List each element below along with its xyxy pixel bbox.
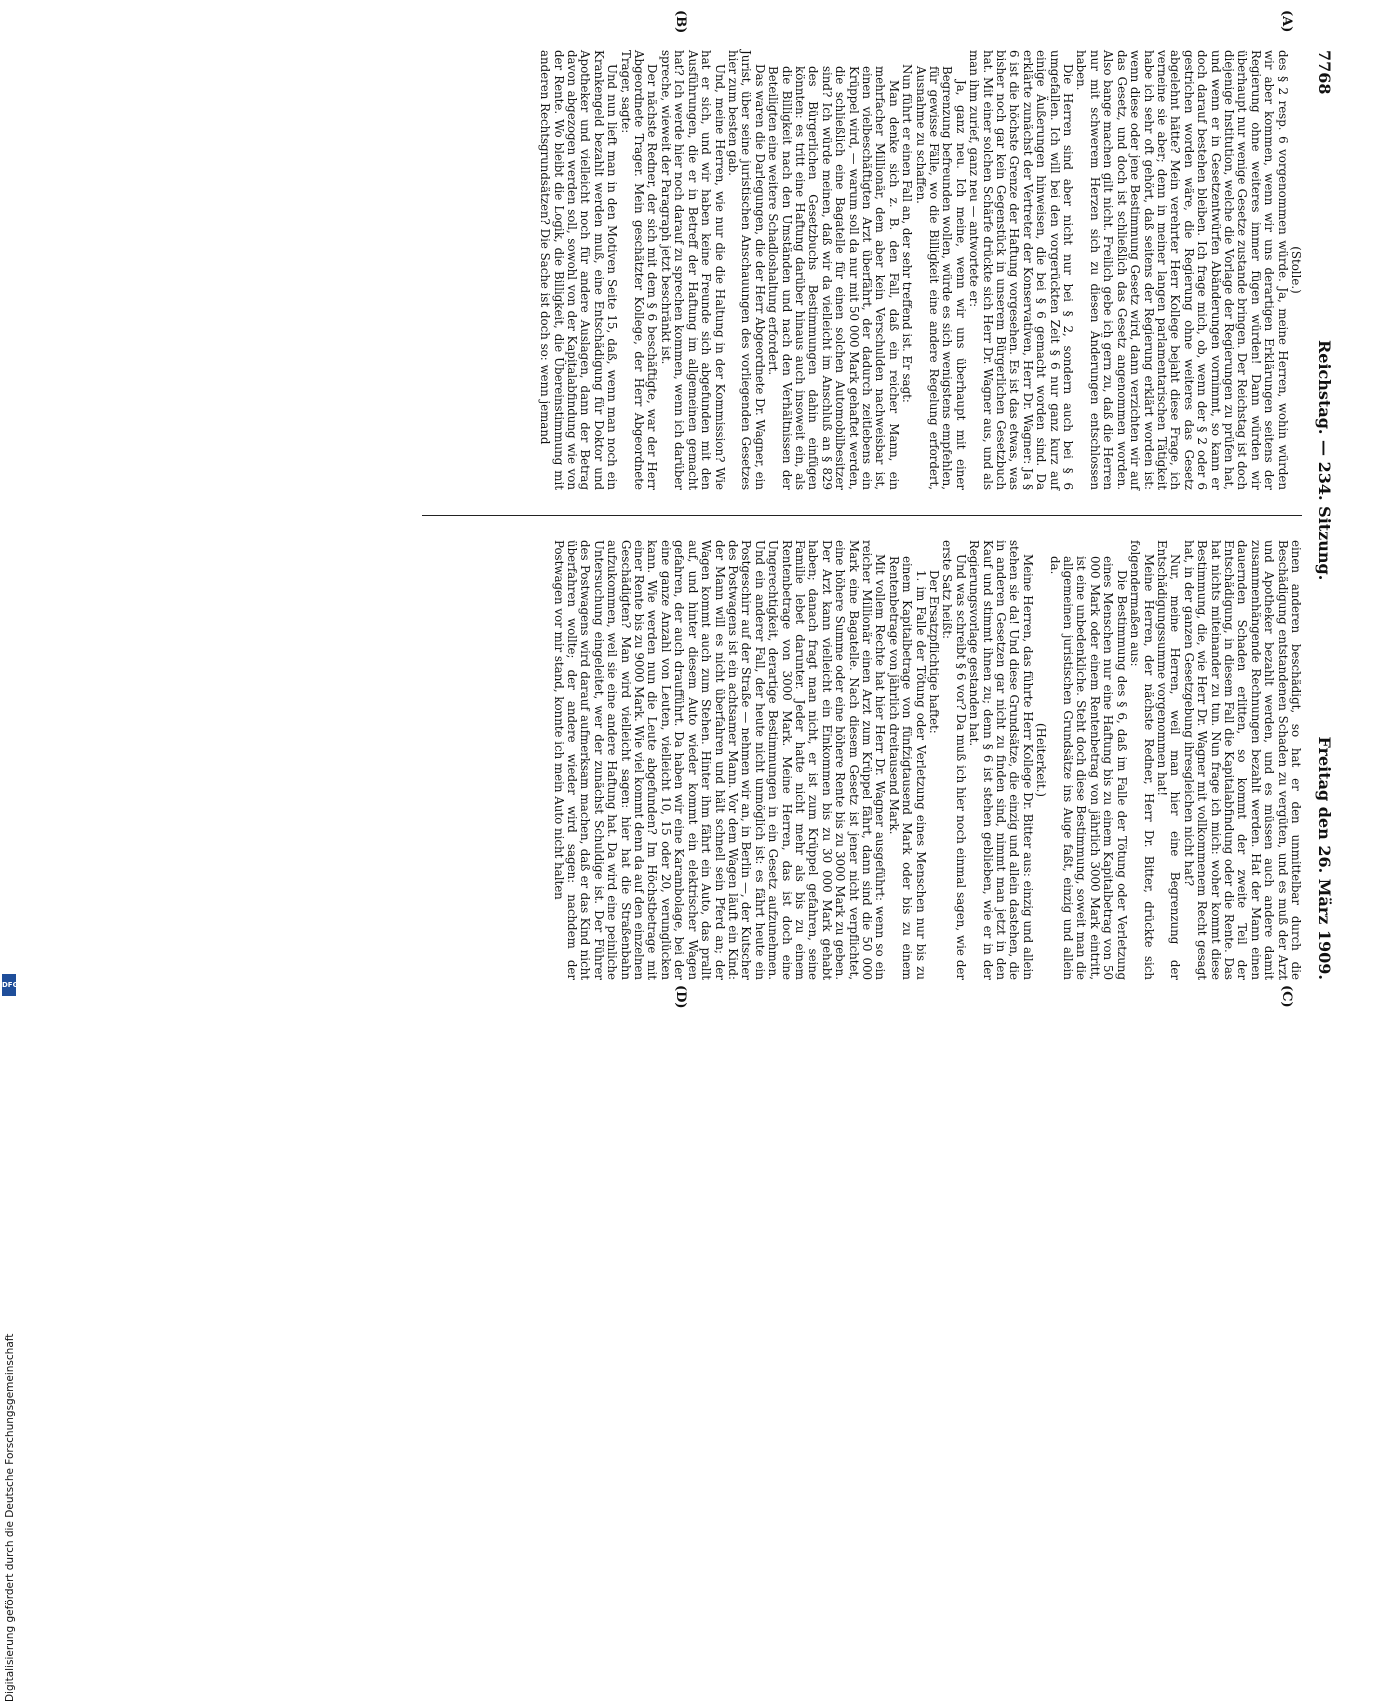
credit-text: Digitalisierung gefördert durch die Deutsche Forschungsgemeinschaft (4, 1333, 16, 1702)
interjection: (Heiterkeit.) (1034, 722, 1049, 797)
quote-paragraph: Man denke sich z. B. den Fall, daß ein reicher Mann, ein mehrfacher Millionär, dem aber kein Verschulden nachweisbar ist, einen vielbeschäftigten Arzt überfährt, der dadurch zeitlebens ein Krüppel wird, — warum soll da nur mit 50 000 Mark gehaftet werden, die schließlich eine Bagatelle für einen solchen Automobilbesitzer sind? Ich würde meinen, daß wir da vielleicht im Anschluß an § 829 des Bürgerlichen Gesetzbuchs Bestimmungen dahin einfügen könnten: es tritt eine Haftung darüber hinaus auch insoweit ein, als die Billigkeit nach den Umständen und nach den Verhältnissen der Beteiligten eine weitere Schadloshaltung erfordert. (766, 66, 901, 490)
paragraph: Meine Herren, der nächste Redner, Herr Dr. Bitter, drückte sich folgendermaßen aus: (1128, 540, 1156, 980)
quote-paragraph: Die Bestimmung des § 6, daß im Falle der Tötung oder Verletzung eines Menschen nur eine Haftung bis zu einem Kapitalbetrag von 50 000 Mark oder einem Rentenbetrag von jährlich 3000 Mark eintritt, ist eine unbedenkliche. Steht doch diese Bestimmung, soweit man die allgemeinen juristischen Grundsätze ins Auge faßt, einzig und allein da. (1047, 556, 1129, 980)
paragraph: einen anderen beschädigt, so hat er den unmittelbar durch die Beschädigung entstandenen Schaden zu vergüten, und es muß der Arzt und Apotheker bezahlt werden, und es müssen auch andere damit zusammenhängende Rechnungen bezahlt werden. Hat der Mann einen dauernden Schaden erlitten, so kommt der zweite Teil der Entschädigung, in diesem Fall die Kapitalabfindung oder die Rente. Das hat nichts miteinander zu tun. Nun frage ich mich: woher kommt diese Bestimmung, die, wie Herr Dr. Wagner mit vollkommenem Recht gesagt hat, in der ganzen Gesetzgebung ihresgleichen nicht hat? (1181, 540, 1303, 980)
session-date: Freitag den 26. März 1909. (1315, 736, 1334, 980)
paragraph: Und nun lieft man in den Motiven Seite 15, daß, wenn man noch ein Krankengeld bezahlt werden muß, eine Entschädigung für Doktor und Apotheker und vielleicht noch für andere Auslagen, dann der Betrag davon abgezogen werden soll, sowohl von der Kapitalabfindung wie von der Rente. Wo bleibt die Logik, die Billigkeit, die Übereinstimmung mit anderen Rechtsgrundsätzen? Die Sache ist doch so: wenn jemand (538, 50, 620, 490)
page-number: 7768 (1315, 50, 1334, 95)
quote-paragraph: Ja, ganz neu. Ich meine, wenn wir uns überhaupt mit einer Begrenzung befreunden wollen, würde es sich wenigstens empfehlen, für gewisse Fälle, wo die Billigkeit eine andere Regelung erfordert, Ausnahme zu schaffen. (913, 66, 968, 490)
quote-paragraph: Der Ersatzpflichtige haftet: (927, 570, 942, 734)
right-text-column (551, 540, 1302, 980)
margin-letter-b: (B) (673, 10, 688, 34)
paragraph: Nur, meine Herren, weil man hier eine Begrenzung der Entschädigungssumme vorgenommen hat! (1154, 540, 1183, 980)
paragraph: (Stolle.) (1289, 246, 1303, 294)
paragraph: Das waren die Darlegungen, die der Herr Abgeordnete Dr. Wagner, ein Jurist, über seine juristischen Anschauungen des vorliegenden Gesetzes hier zum besten gab. (725, 50, 767, 490)
digitization-credit (4, 274, 18, 1702)
rotated-page-content (40, 10, 1340, 1009)
left-text-column (538, 50, 1302, 490)
session-title: Reichstag. — 234. Sitzung. (1315, 340, 1334, 581)
paragraph: Der nächste Redner, der sich mit dem § 6 beschäftigte, war der Herr Abgeordnete Trager. Mein geschätzter Kollege, der Herr Abgeordnete Trager, sagte: (618, 50, 660, 490)
paragraph: Nun führt er einen Fall an, der sehr treffend ist. Er sagt: (900, 64, 915, 403)
paragraph: Und was schreibt § 6 vor? Da muß ich hier noch einmal sagen, wie der erste Satz heißt: (940, 540, 968, 980)
paragraph: Die Herren sind aber nicht nur bei § 2, sondern auch bei § 6 umgefallen. Ich will bei den vorgerückten Zeit § 6 nur ganz kurz auf einige Äußerungen hinweisen, die bei § 6 gemacht worden sind. Da erklärte zunächst der Vertreter der Konservativen, Herr Dr. Wagner: Ja § 6 ist die höchste Grenze der Haftung vorgesehen. Es ist das etwas, was bisher noch gar kein Gegenstück in unserem Bürgerlichen Gesetzbuch hat. Mit einer solchen Schärfe drückte sich Herr Dr. Wagner aus, und als man ihm zurief, ganz neu — antwortete er: (967, 50, 1076, 490)
margin-letter-d: (D) (673, 985, 688, 1009)
paragraph: Mit vollem Rechte hat hier Herr Dr. Wagner ausgeführt: wenn so ein reicher Millionär einen Arzt zum Krüppel fährt, dann sind die 50 000 Mark eine Bagatelle. Nach diesem Gesetz ist jener nicht verpflichtet, eine höhere Summe oder eine höhere Rente bis zu 3000 Mark zu geben. Der Arzt kann vielleicht ein Einkommen bis zu 30 000 Mark gehabt haben; danach fragt man nicht, er ist zum Krüppel gefahren, seine Familie lebet darunter. Jeder hatte nicht mehr als bis zu einem Rentenbetrage von 3000 Mark. Meine Herren, das ist doch eine Ungerechtigkeit, derartige Bestimmungen in ein Gesetz aufzunehmen. Und ein anderer Fall, der heute nicht unmöglich ist: es fährt heute ein Postgeschirr auf der Straße — nehmen wir an, in Berlin —, der Kutscher des Postwagens ist ein achtsamer Mann. Vor dem Wagen läuft ein Kind: der Mann will es nicht überfahren und hält schnell sein Pferd an; der Wagen kommt auch zum Stehen. Hinter ihm fährt ein Auto, das prallt auf, und hinter diesem Auto wieder kommt ein elektrischer Wagen gefahren, der auch draufführt. Da haben wir eine Karambolage, bei der eine ganze Anzahl von Leuten, vielleicht 10, 15 oder 20, verunglücken kann. Wie werden nun die Leute abgefunden? Im Höchstbetrage mit einer Rente bis zu 9000 Mark. Wie viel kommt denn da auf den einzelnen Geschädigten? Man wird vielleicht sagen: hier hat die Straßenbahn aufzukommen, weil sie eine andere Haftung hat. Da wird eine peinliche Untersuchung eingeleitet, wer der zunächst Schuldige ist. Der Führer des Postwagens wird darauf aufmerksam machen, daß er das Kind nicht überfahren wollte; der andere wieder wird sagen: nachdem der Postwagen vor mir stand, konnte ich mein Auto nicht halten (551, 540, 888, 980)
margin-letter-c: (C) (1279, 985, 1294, 1008)
page-header (1310, 40, 1340, 1000)
paragraph: Und, meine Herren, wie nur die die Haltung in der Kommission? Wie hat er sich, und wir haben keine Freunde sich abgefunden mit den Ausführungen, die er in Betreff der Haftung im allgemeinen gemacht hat? Ich werde hier noch darauf zu sprechen kommen, wenn ich darüber spreche, wieweit der Paragraph jetzt beschränkt ist. (658, 50, 727, 490)
paragraph: Meine Herren, das führte Herr Kollege Dr. Bitter aus: einzig und allein stehen sie da! Und diese Grundsätze, die einzig und allein dastehen, die in anderen Gesetzen gar nicht zu finden sind, nimmt man jetzt in den Kauf und stimmt ihnen zu; denn § 6 ist stehen geblieben, wie er in der Regierungsvorlage gestanden hat. (967, 540, 1035, 980)
dfg-logo: DFG (2, 974, 16, 996)
quote-paragraph: 1. im Falle der Tötung oder Verletzung eines Menschen nur bis zu einem Kapitalbetrage von fünfzigtausend Mark oder bis zu einem Rentenbetrage von jährlich dreitausend Mark. (886, 556, 928, 980)
margin-letter-a: (A) (1279, 10, 1294, 33)
paragraph: des § 2 resp. 6 vorgenommen würde. Ja, meine Herren, wohin würden wir aber kommen, wenn wir uns derartigen Erklärungen seitens der Regierung ohne weiteres immer fügen würden! Dann würden wir überhaupt nur wenige Gesetze zustande bringen. Der Reichstag ist doch diejenige Institution, welche die Vorlage der Regierungen zu prüfen hat, und wenn er in Gesetzentwürfen Abänderungen vornimmt, so kann er doch darauf bestehen bleiben. Ich frage mich, ob, wenn der § 2 oder 6 gestrichen worden wäre, die Regierung ohne weiteres das Gesetz abgelehnt hätte? Mein verehrter Herr Kollege bejaht diese Frage, ich verneine sie aber; denn in meiner langen parlamentarischen Tätigkeit habe ich sehr oft gehört, daß seitens der Regierung erklärt worden ist: wenn diese oder jene Bestimmung Gesetz wird, dann verzichten wir auf das Gesetz, und doch ist schließlich das Gesetz angenommen worden. Also bange machen gilt nicht. Freilich gebe ich gern zu, daß die Herren nur mit schwerem Herzen sich zu diesen Änderungen entschlossen haben. (1074, 50, 1290, 490)
column-divider (422, 515, 1302, 516)
